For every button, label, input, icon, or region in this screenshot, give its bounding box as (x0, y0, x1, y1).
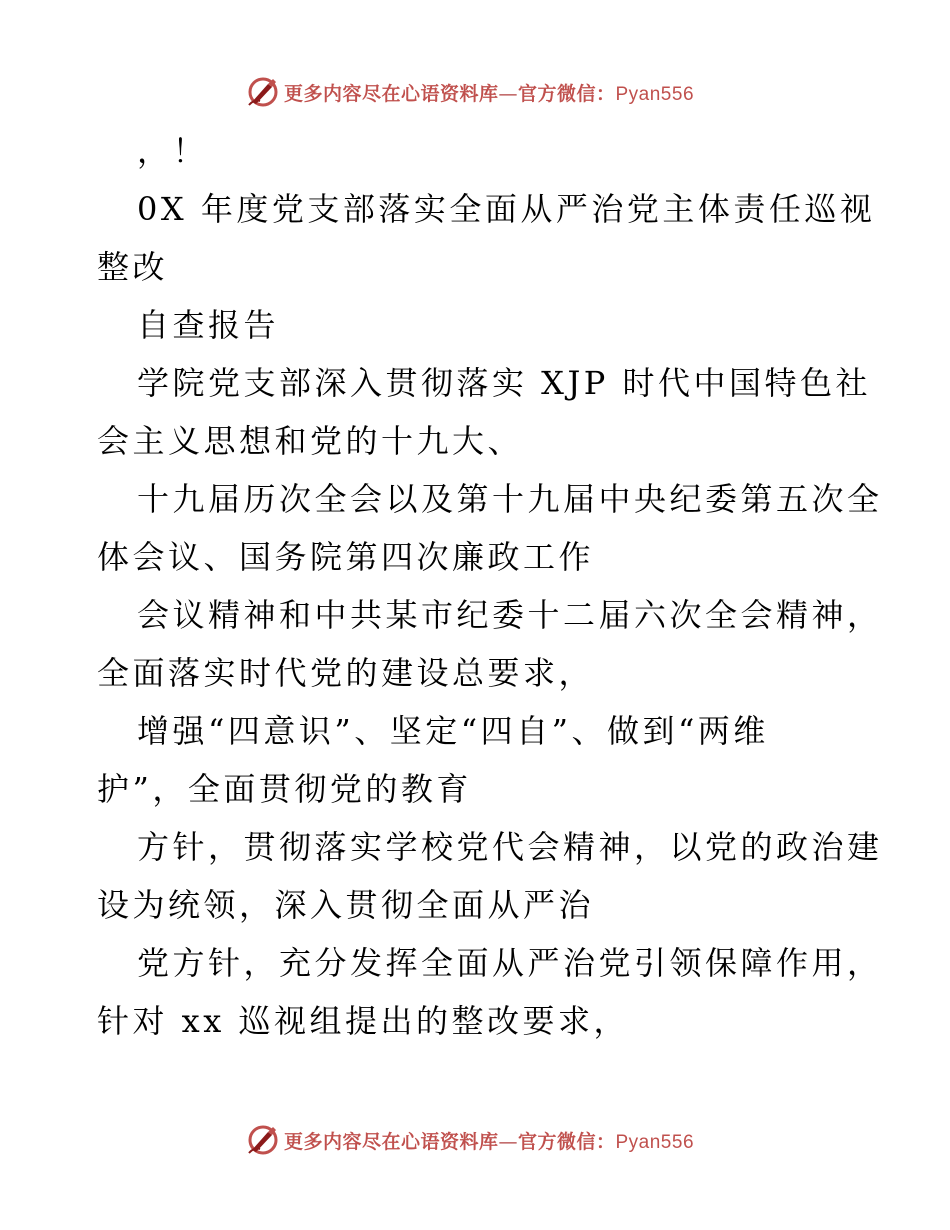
text-line: 会主义思想和党的十九大、 (97, 422, 524, 460)
watermark-main-text: 更多内容尽在心语资料库 (283, 1130, 499, 1153)
watermark-content (246, 75, 694, 109)
document-body (97, 122, 883, 1050)
watermark-separator: — (498, 82, 518, 105)
watermark-wechat-label: 官方微信： (517, 82, 616, 105)
watermark-banner-bottom (0, 1118, 950, 1162)
text-line: 针对 xx 巡视组提出的整改要求， (97, 1002, 629, 1040)
watermark-wechat-label: 官方微信： (517, 1130, 616, 1153)
pen-logo-icon (246, 1123, 280, 1157)
watermark-wechat-id: Pyan556 (615, 83, 695, 105)
text-line: 体会议、国务院第四次廉政工作 (97, 538, 595, 576)
text-line: 会议精神和中共某市纪委十二届六次全会精神， (137, 596, 883, 634)
text-line: 十九届历次全会以及第十九届中央纪委第五次全 (137, 480, 883, 518)
text-line: 增强“四意识”、坚定“四自”、做到“两维 (137, 712, 769, 750)
watermark-content (246, 1123, 694, 1157)
text-line: 方针，贯彻落实学校党代会精神，以党的政治建 (137, 828, 883, 866)
watermark-wechat-id: Pyan556 (615, 1131, 695, 1153)
text-line: 整改 (97, 248, 169, 286)
text-line: 护”，全面贯彻党的教育 (97, 770, 472, 808)
text-line: 全面落实时代党的建设总要求， (97, 654, 595, 692)
text-line: 设为统领，深入贯彻全面从严治 (97, 886, 595, 924)
text-line: 学院党支部深入贯彻落实 XJP 时代中国特色社 (137, 364, 871, 402)
text-line: 党方针，充分发挥全面从严治党引领保障作用， (137, 944, 883, 982)
watermark-separator: — (498, 1130, 518, 1153)
text-line: ，！ (137, 132, 209, 170)
pen-logo-icon (246, 75, 280, 109)
watermark-text (284, 79, 694, 106)
watermark-main-text: 更多内容尽在心语资料库 (283, 82, 499, 105)
watermark-banner-top (0, 70, 950, 114)
text-line: 0X 年度党支部落实全面从严治党主体责任巡视 (137, 190, 876, 228)
watermark-text (284, 1127, 694, 1154)
text-line: 自查报告 (137, 306, 280, 344)
